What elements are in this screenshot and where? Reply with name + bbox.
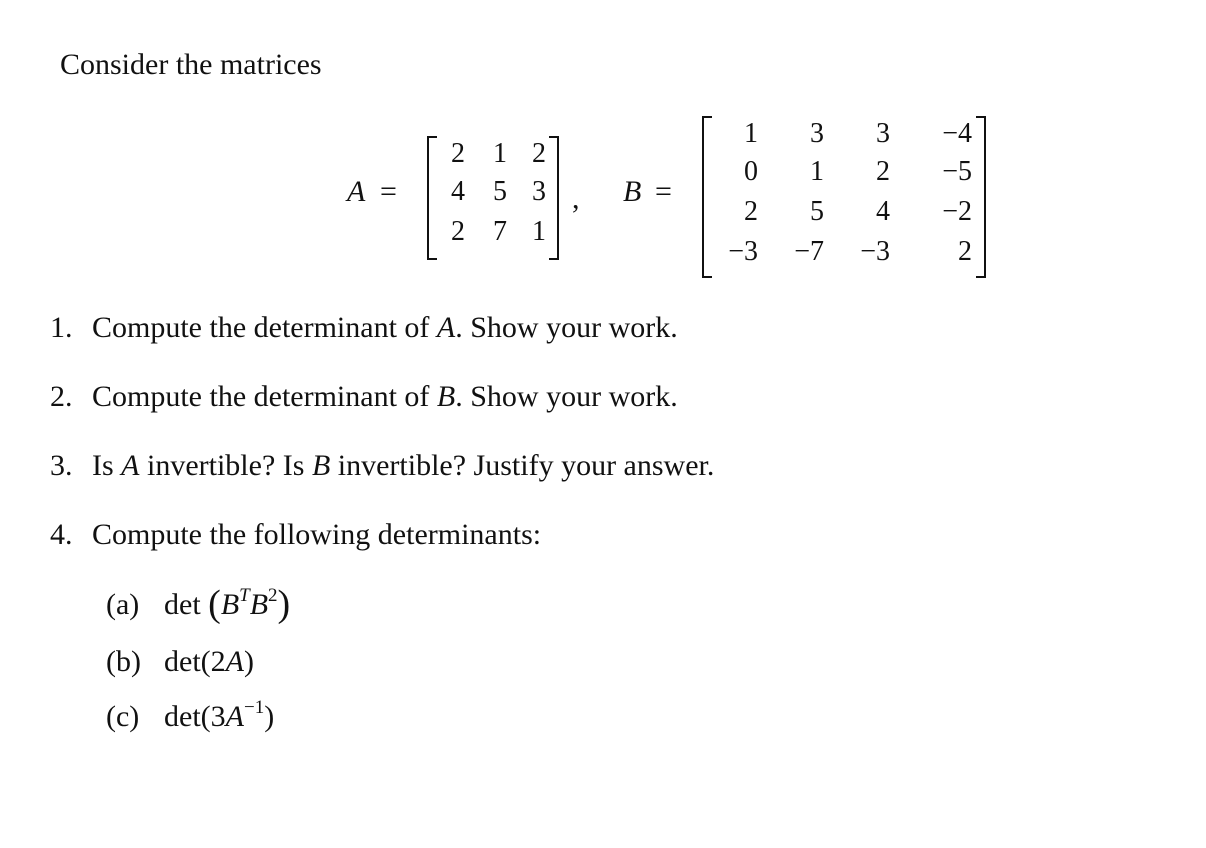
subpart-var-2: B	[249, 588, 269, 621]
open-paren: (	[208, 583, 221, 625]
question-variable: A	[121, 449, 140, 482]
question-number: 1.	[50, 311, 73, 344]
matrix-cell: −5	[942, 156, 972, 187]
question-2	[50, 380, 678, 414]
close-paren: )	[277, 583, 291, 625]
subpart-coef: 3	[210, 700, 226, 733]
question-1	[50, 311, 678, 345]
subpart-label: (c)	[106, 700, 140, 733]
matrix-b-right-bracket	[976, 116, 986, 278]
question-number: 3.	[50, 449, 73, 482]
question-text: Compute the following determinants:	[92, 518, 542, 551]
question-4	[50, 518, 541, 552]
question-variable: A	[436, 311, 456, 344]
subpart-label: (a)	[106, 588, 140, 621]
matrix-cell: −7	[794, 236, 824, 267]
question-number: 2.	[50, 380, 73, 413]
matrix-a-left-bracket	[427, 136, 437, 260]
matrix-cell: −4	[942, 118, 972, 149]
question-text: Is	[92, 449, 122, 482]
matrix-cell: 4	[876, 196, 890, 227]
subpart-var: B	[220, 588, 240, 621]
matrix-b	[702, 116, 986, 278]
matrix-cell: 1	[744, 118, 758, 149]
question-text-end: invertible? Justify your answer.	[330, 449, 715, 482]
question-text: Compute the determinant of	[92, 380, 437, 413]
matrix-a-right-bracket	[549, 136, 559, 260]
subpart-sup: −1	[243, 697, 265, 718]
subpart-fn: det	[164, 645, 201, 678]
matrix-cell: 1	[493, 138, 507, 169]
matrix-cell: 2	[958, 236, 972, 267]
close-paren: )	[243, 645, 254, 678]
matrix-cell: 7	[493, 216, 507, 247]
matrix-cell: 3	[810, 118, 824, 149]
question-variable: B	[436, 380, 456, 413]
question-variable-2: B	[311, 449, 331, 482]
matrix-b-equals: =	[655, 175, 672, 208]
matrix-a-label: A	[347, 175, 366, 208]
open-paren: (	[200, 645, 211, 678]
matrix-cell: 2	[451, 216, 465, 247]
matrix-cell: 3	[532, 176, 546, 207]
matrix-cell: 5	[493, 176, 507, 207]
matrix-cell: 1	[810, 156, 824, 187]
matrix-cell: 1	[532, 216, 546, 247]
matrix-cell: 2	[744, 196, 758, 227]
matrix-cell: −3	[860, 236, 890, 267]
close-paren: )	[264, 700, 275, 733]
matrix-cell: 5	[810, 196, 824, 227]
question-text-end: . Show your work.	[455, 380, 678, 413]
question-text: Compute the determinant of	[92, 311, 437, 344]
matrix-a	[427, 136, 559, 260]
matrix-cell: 2	[532, 138, 546, 169]
matrix-cell: 2	[451, 138, 465, 169]
intro-text: Consider the matrices	[60, 48, 322, 81]
subpart-coef: 2	[210, 645, 226, 678]
question-3	[50, 449, 714, 483]
matrix-b-label: B	[623, 175, 642, 208]
subpart-a	[106, 583, 291, 625]
subpart-var: A	[225, 700, 244, 733]
subpart-fn: det	[164, 588, 201, 621]
matrix-cell: −3	[728, 236, 758, 267]
matrix-b-left-bracket	[702, 116, 712, 278]
subpart-sup-2: 2	[268, 585, 278, 606]
question-text-mid: invertible? Is	[139, 449, 312, 482]
matrix-a-equals: =	[380, 175, 397, 208]
subpart-c	[106, 697, 275, 734]
subpart-var: A	[225, 645, 244, 678]
open-paren: (	[200, 700, 211, 733]
subpart-label: (b)	[106, 645, 141, 678]
matrix-cell: 3	[876, 118, 890, 149]
matrix-cell: 4	[451, 176, 465, 207]
matrix-cell: 0	[744, 156, 758, 187]
subpart-fn: det	[164, 700, 201, 733]
subpart-sup: T	[239, 585, 250, 606]
matrix-cell: −2	[942, 196, 972, 227]
matrix-separator: ,	[572, 182, 580, 215]
question-text-end: . Show your work.	[455, 311, 678, 344]
question-number: 4.	[50, 518, 73, 551]
subpart-b	[106, 645, 254, 679]
matrix-cell: 2	[876, 156, 890, 187]
